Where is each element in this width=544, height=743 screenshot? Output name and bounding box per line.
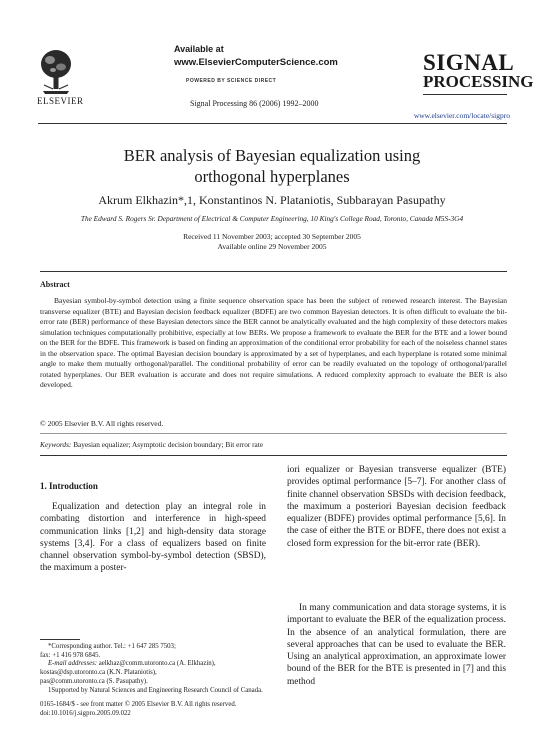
- footnote-fax: fax: +1 416 978 6845.: [40, 651, 101, 659]
- intro-right-paragraph-1: iori equalizer or Bayesian transverse equalizer (BTE) provides optimal performance [5–7]. For another class of finite channel observation SBSDs with decision feedback, the maximum a posteriori Bayesian decision feedback equalizer (BDFE) provides optimal performance [5,6]. In the case of either the BTE or BDFE, there does not exist a closed form expression for the bit-error rate (BER).: [287, 465, 506, 549]
- abstract-top-rule: [40, 271, 507, 272]
- powered-by-sciencedirect: POWERED BY SCIENCE DIRECT: [186, 78, 277, 84]
- article-dates: [0, 232, 544, 252]
- email-pasupathy[interactable]: pas@comm.utoronto.ca (S. Pasupathy).: [40, 677, 148, 685]
- journal-logo-line2: PROCESSING: [423, 72, 534, 91]
- abstract-copyright: © 2005 Elsevier B.V. All rights reserved.: [40, 419, 164, 428]
- emails-label: E-mail addresses:: [48, 660, 98, 668]
- doi-line[interactable]: doi:10.1016/j.sigpro.2005.09.022: [40, 710, 131, 717]
- article-title: [0, 145, 544, 187]
- footnotes: [40, 643, 266, 695]
- keywords-label: Keywords:: [40, 440, 72, 449]
- footnote-support: 1Supported by Natural Sciences and Engineering Research Council of Canada.: [48, 686, 263, 694]
- journal-logo-line1: SIGNAL: [423, 50, 515, 75]
- journal-reference: Signal Processing 86 (2006) 1992–2000: [190, 99, 319, 108]
- footnote-emails: [40, 660, 266, 669]
- title-line-1: BER analysis of Bayesian equalization using: [123, 146, 421, 165]
- affiliation: The Edward S. Rogers Sr. Department of Electrical & Computer Engineering, 10 King's College Road, Toronto, Canada M5S-3G4: [80, 214, 464, 223]
- footnote-corresponding: *Corresponding author. Tel.: +1 647 285 7503;: [48, 643, 176, 650]
- page-bottom-info: [40, 700, 236, 718]
- section-heading-introduction: 1. Introduction: [40, 481, 98, 491]
- abstract-heading: Abstract: [40, 280, 70, 289]
- logo-rule: [423, 94, 507, 95]
- keywords-list: Bayesian equalizer; Asymptotic decision boundary; Bit error rate: [73, 440, 264, 449]
- keywords-line: [40, 440, 263, 449]
- intro-right-paragraph-2: In many communication and data storage systems, it is important to evaluate the BER of the equalization process. In the absence of an analytical formulation, there are several approaches that can be used to evaluate the BER. Using an analytical approximation, an approximate lower bound of the BER for the BTE is presented in [7] and this method: [287, 603, 506, 687]
- sciencedirect-url[interactable]: www.ElsevierComputerScience.com: [174, 57, 338, 68]
- available-at-label: Available at: [174, 44, 224, 54]
- elsevier-tree-logo-icon: [38, 47, 74, 95]
- title-line-2: orthogonal hyperplanes: [194, 167, 350, 186]
- journal-locate-url[interactable]: www.elsevier.com/locate/sigpro: [413, 111, 510, 120]
- footnote-rule: [40, 639, 80, 640]
- online-date: Available online 29 November 2005: [217, 242, 327, 251]
- issn-line: 0165-1684/$ - see front matter © 2005 Elsevier B.V. All rights reserved.: [40, 701, 237, 708]
- header-divider: [38, 123, 507, 124]
- body-top-rule: [40, 455, 507, 456]
- keywords-rule: [40, 433, 507, 434]
- email-elkhazin[interactable]: aelkhaz@comm.utoronto.ca (A. Elkhazin),: [98, 660, 216, 668]
- received-date: Received 11 November 2003; accepted 30 September 2005: [183, 232, 361, 241]
- intro-left-paragraph: Equalization and detection play an integral role in combating distortion and interference in high-speed communication links [1,2] and high-density data storage systems [3,4]. For a class of equalizers based on finite channel observation symbol-by-symbol detection (SBSD), the maximum a poster-: [40, 502, 266, 574]
- publisher-logo-text: ELSEVIER: [37, 96, 84, 106]
- author-list: Akrum Elkhazin*,1, Konstantinos N. Plataniotis, Subbarayan Pasupathy: [98, 193, 446, 207]
- email-plataniotis[interactable]: kostas@dsp.utoronto.ca (K.N. Plataniotis),: [40, 669, 157, 677]
- abstract-text: Bayesian symbol-by-symbol detection using a finite sequence observation space has been the subject of renewed research interest. The Bayesian transverse equalizer (BTE) and Bayesian decision feedback equalizer (BDFE) are two common Bayesian detectors. It is often difficult to evaluate the bit-error rate (BER) performance of these Bayesian detectors since the BER cannot be analytically evaluated and the high complexity of these detectors makes simulation techniques computationally prohibitive, especially at low BERs. We propose a framework to evaluate the BER for the BTE and a lower bound on the BER for the BDFE. This framework is based on finding an approximation of the conditional error probability for each of the noiseless channel states in the observation space. The optimal Bayesian decision boundary is approximated by a set of hyperplanes, and each hyperplane is rotated some minimal angle to make them mutually orthogonal/parallel. The conditional probability of error can be readily evaluated on the topology of orthogonal/parallel rotated hyperplanes. Our BER evaluation is accurate and does not require simulations. A reduced complexity approach to evaluate the BER is also developed.: [40, 296, 507, 389]
- journal-logo: [423, 50, 534, 91]
